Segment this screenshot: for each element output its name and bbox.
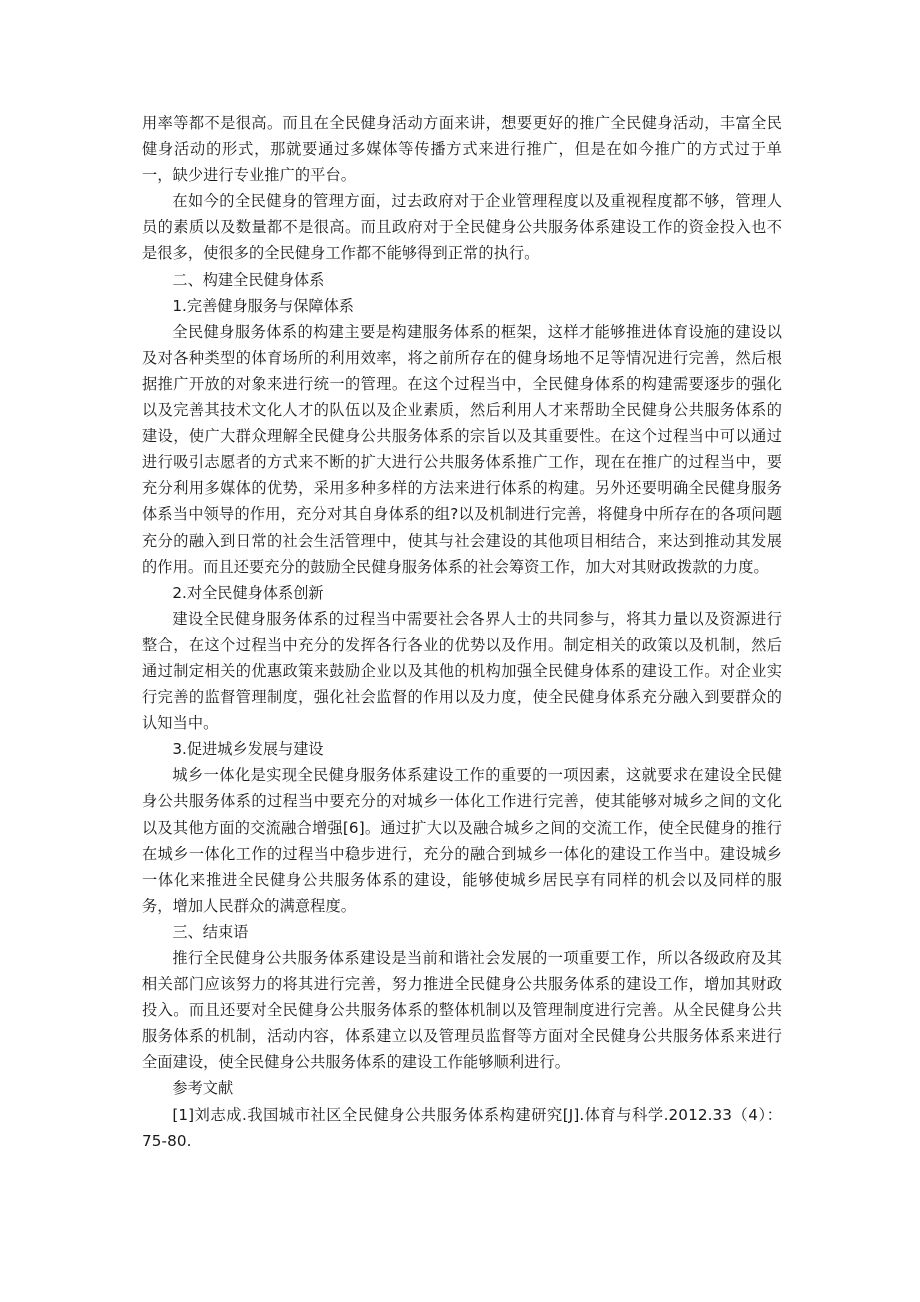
document-page bbox=[142, 110, 782, 1154]
section-heading: 二、构建全民健身体系 bbox=[172, 270, 325, 289]
subsection-heading: 2.对全民健身体系创新 bbox=[172, 583, 324, 602]
reference-item: [1]刘志成.我国城市社区全民健身公共服务体系构建研究[J].体育与科学.2012.33（4）：75-80. bbox=[142, 1105, 782, 1150]
paragraph: 用率等都不是很高。而且在全民健身活动方面来讲，想要更好的推广全民健身活动，丰富全民健身活动的形式，那就要通过多媒体等传播方式来进行推广，但是在如今推广的方式过于单一，缺少进行专业推广的平台。 bbox=[142, 114, 782, 185]
subsection-heading: 1.完善健身服务与保障体系 bbox=[172, 296, 354, 315]
subsection-heading: 3.促进城乡发展与建设 bbox=[172, 740, 324, 759]
paragraph: 建设全民健身服务体系的过程当中需要社会各界人士的共同参与，将其力量以及资源进行整合，在这个过程当中充分的发挥各行各业的优势以及作用。制定相关的政策以及机制，然后通过制定相关的优惠政策来鼓励企业以及其他的机构加强全民健身体系的建设工作。对企业实行完善的监督管理制度，强化社会监督的作用以及力度，使全民健身体系充分融入到要群众的认知当中。 bbox=[142, 609, 782, 733]
paragraph: 在如今的全民健身的管理方面，过去政府对于企业管理程度以及重视程度都不够，管理人员的素质以及数量都不是很高。而且政府对于全民健身公共服务体系建设工作的资金投入也不是很多，使很多的全民健身工作都不能够得到正常的执行。 bbox=[142, 192, 782, 263]
section-heading: 三、结束语 bbox=[172, 922, 249, 941]
paragraph: 全民健身服务体系的构建主要是构建服务体系的框架，这样才能够推进体育设施的建设以及对各种类型的体育场所的利用效率，将之前所存在的健身场地不足等情况进行完善，然后根据推广开放的对象来进行统一的管理。在这个过程当中，全民健身体系的构建需要逐步的强化以及完善其技术文化人才的队伍以及企业素质，然后利用人才来帮助全民健身公共服务体系的建设，使广大群众理解全民健身公共服务体系的宗旨以及其重要性。在这个过程当中可以通过进行吸引志愿者的方式来不断的扩大进行公共服务体系推广工作，现在在推广的过程当中，要充分利用多媒体的优势，采用多种多样的方法来进行体系的构建。另外还要明确全民健身服务体系当中领导的作用，充分对其自身体系的组?以及机制进行完善，将健身中所存在的各项问题充分的融入到日常的社会生活管理中，使其与社会建设的其他项目相结合，来达到推动其发展的作用。而且还要充分的鼓励全民健身服务体系的社会筹资工作，加大对其财政拨款的力度。 bbox=[142, 322, 782, 576]
references-heading: 参考文献 bbox=[172, 1079, 234, 1098]
paragraph: 城乡一体化是实现全民健身服务体系建设工作的重要的一项因素，这就要求在建设全民健身公共服务体系的过程当中要充分的对城乡一体化工作进行完善，使其能够对城乡之间的文化以及其他方面的交流融合增强[6]。通过扩大以及融合城乡之间的交流工作，使全民健身的推行在城乡一体化工作的过程当中稳步进行，充分的融合到城乡一体化的建设工作当中。建设城乡一体化来推进全民健身公共服务体系的建设，能够使城乡居民享有同样的机会以及同样的服务，增加人民群众的满意程度。 bbox=[142, 766, 782, 915]
paragraph: 推行全民健身公共服务体系建设是当前和谐社会发展的一项重要工作，所以各级政府及其相关部门应该努力的将其进行完善，努力推进全民健身公共服务体系的建设工作，增加其财政投入。而且还要对全民健身公共服务体系的整体机制以及管理制度进行完善。从全民健身公共服务体系的机制，活动内容，体系建立以及管理员监督等方面对全民健身公共服务体系来进行全面建设，使全民健身公共服务体系的建设工作能够顺利进行。 bbox=[142, 949, 782, 1072]
